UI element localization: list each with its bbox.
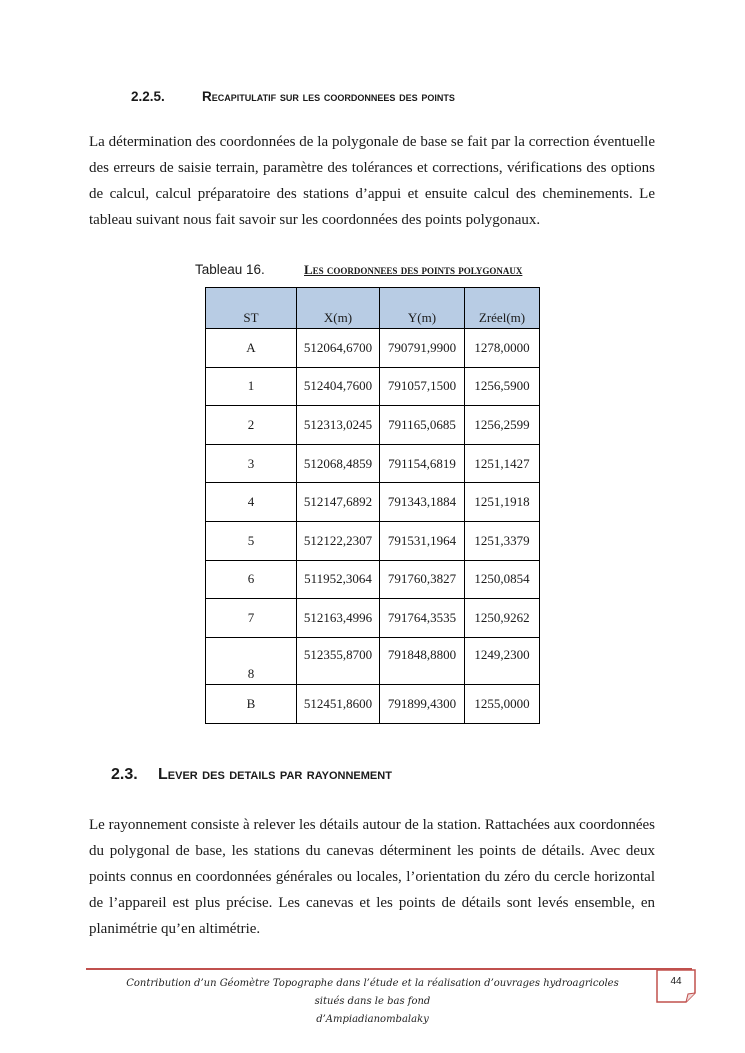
header-st: ST — [206, 288, 297, 329]
section-title: Lever des details par rayonnement — [158, 766, 392, 783]
cell-st: 8 — [206, 637, 297, 685]
footer-line-1: Contribution d’un Géomètre Topographe dans l’étude et la réalisation d’ouvrages hydroagricoles situés dans le bas fond — [126, 978, 619, 1007]
cell-st: 2 — [206, 406, 297, 445]
cell-z: 1251,3379 — [465, 521, 540, 560]
footer-text — [110, 975, 635, 1029]
cell-y: 790791,9900 — [380, 329, 465, 368]
page-number-box — [656, 969, 696, 1003]
section-number: 2.3. — [111, 766, 138, 783]
cell-x: 512404,7600 — [297, 367, 380, 406]
cell-st: 6 — [206, 560, 297, 599]
cell-st: 7 — [206, 599, 297, 638]
cell-st: 1 — [206, 367, 297, 406]
page-number: 44 — [670, 976, 682, 987]
table-row — [206, 685, 540, 724]
cell-z: 1250,9262 — [465, 599, 540, 638]
cell-x: 512068,4859 — [297, 444, 380, 483]
cell-x: 512355,8700 — [297, 637, 380, 685]
table-row — [206, 329, 540, 368]
subsection-title: Recapitulatif sur les coordonnees des points — [202, 89, 455, 104]
cell-z: 1250,0854 — [465, 560, 540, 599]
table-caption-title: Les coordonnees des points polygonaux — [304, 262, 523, 277]
table-row — [206, 637, 540, 685]
cell-z: 1256,2599 — [465, 406, 540, 445]
cell-st: B — [206, 685, 297, 724]
section-heading — [111, 766, 392, 784]
table-row — [206, 406, 540, 445]
cell-st: 3 — [206, 444, 297, 483]
cell-st: 5 — [206, 521, 297, 560]
table-row — [206, 367, 540, 406]
cell-y: 791531,1964 — [380, 521, 465, 560]
body-paragraph: Le rayonnement consiste à relever les détails autour de la station. Rattachées aux coordonnées du polygonal de base, les stations du canevas déterminent les points de détails. Avec deux points connus en coordonnées générales ou locales, l’orientation du zéro du cercle horizontal de l’appareil est plus précise. Les canevas et les points de détails sont levés ensemble, en planimétrie qu’en altimétrie. — [89, 817, 655, 937]
subsection-heading — [131, 89, 455, 104]
header-y: Y(m) — [380, 288, 465, 329]
cell-z: 1249,2300 — [465, 637, 540, 685]
footer-divider — [86, 968, 692, 970]
cell-z: 1255,0000 — [465, 685, 540, 724]
header-x: X(m) — [297, 288, 380, 329]
footer-line-2: d’Ampiadianombalaky — [316, 1014, 429, 1025]
cell-x: 512163,4996 — [297, 599, 380, 638]
cell-y: 791760,3827 — [380, 560, 465, 599]
table-caption — [195, 262, 522, 278]
subsection-number: 2.2.5. — [131, 89, 165, 104]
table-row — [206, 599, 540, 638]
table-row — [206, 560, 540, 599]
intro-paragraph: La détermination des coordonnées de la polygonale de base se fait par la correction éventuelle des erreurs de saisie terrain, paramètre des tolérances et corrections, vérifications des options de calcul, calcul préparatoire des stations d’appui et ensuite calcul des cheminements. Le tableau suivant nous fait savoir sur les coordonnées des points polygonaux. — [89, 134, 655, 228]
cell-y: 791343,1884 — [380, 483, 465, 522]
cell-z: 1251,1918 — [465, 483, 540, 522]
cell-x: 511952,3064 — [297, 560, 380, 599]
cell-st: 4 — [206, 483, 297, 522]
cell-st: A — [206, 329, 297, 368]
coordinates-table — [205, 287, 540, 724]
cell-y: 791154,6819 — [380, 444, 465, 483]
cell-y: 791057,1500 — [380, 367, 465, 406]
table-header-row — [206, 288, 540, 329]
table-row — [206, 521, 540, 560]
cell-y: 791165,0685 — [380, 406, 465, 445]
cell-z: 1278,0000 — [465, 329, 540, 368]
table-caption-label: Tableau 16. — [195, 262, 265, 277]
cell-y: 791848,8800 — [380, 637, 465, 685]
cell-x: 512147,6892 — [297, 483, 380, 522]
cell-x: 512064,6700 — [297, 329, 380, 368]
cell-z: 1256,5900 — [465, 367, 540, 406]
table-row — [206, 483, 540, 522]
table-row — [206, 444, 540, 483]
header-z: Zréel(m) — [465, 288, 540, 329]
cell-y: 791764,3535 — [380, 599, 465, 638]
cell-x: 512122,2307 — [297, 521, 380, 560]
cell-y: 791899,4300 — [380, 685, 465, 724]
cell-z: 1251,1427 — [465, 444, 540, 483]
cell-x: 512313,0245 — [297, 406, 380, 445]
cell-x: 512451,8600 — [297, 685, 380, 724]
